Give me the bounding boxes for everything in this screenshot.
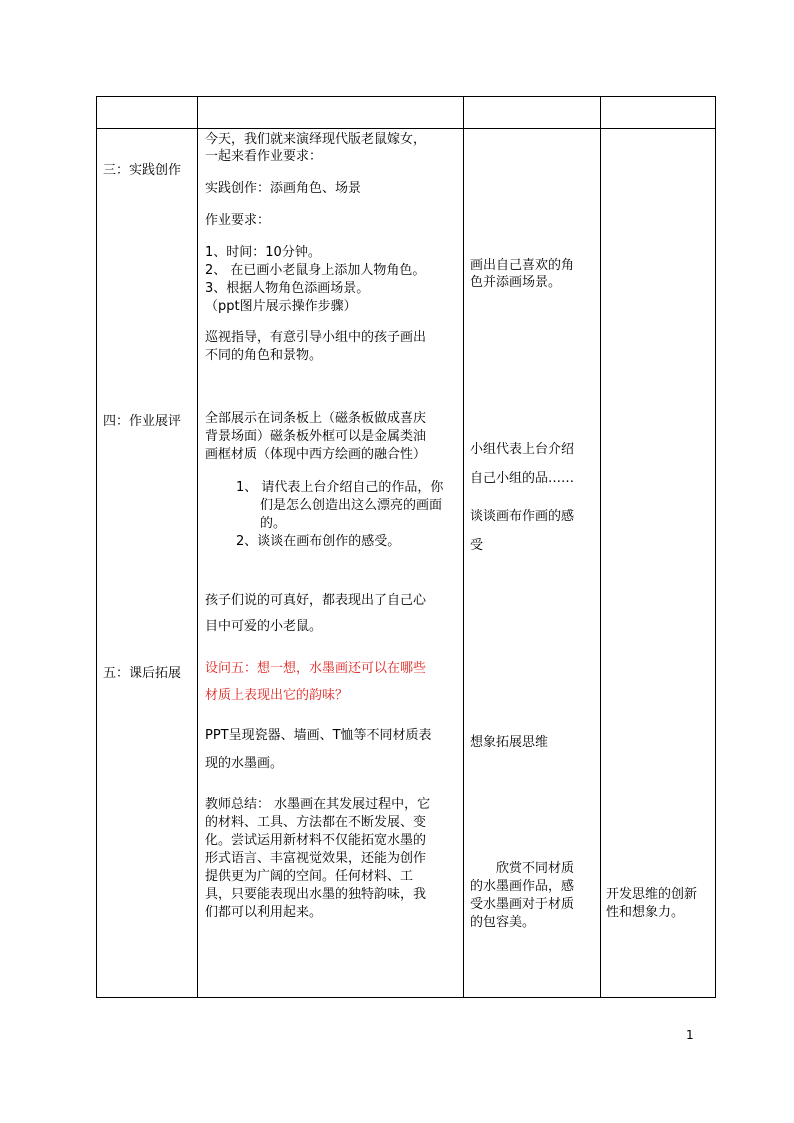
teacher-text: PPT呈现瓷器、墙画、T恤等不同材质表 <box>205 728 432 743</box>
student-text: 谈谈画布作画的感 <box>470 509 575 524</box>
teacher-text: （ppt图片展示操作步骤） <box>205 299 357 314</box>
intent-text: 开发思维的创新 <box>606 887 698 902</box>
student-text: 受水墨画对于材质 <box>470 897 575 912</box>
student-text: 小组代表上台介绍 <box>470 442 575 457</box>
teacher-text: 不同的角色和景物。 <box>205 348 323 363</box>
teacher-text: 2、 在已画小老鼠身上添加人物角色。 <box>205 263 426 278</box>
student-text: 色并添画场景。 <box>470 275 562 290</box>
question-five: 材质上表现出它的韵味？ <box>205 688 349 703</box>
row-label-review: 四：作业展评 <box>103 414 182 429</box>
student-text: 欣赏不同材质 <box>496 861 575 876</box>
teacher-text: 们是怎么创造出这么漂亮的画面 <box>260 498 443 513</box>
teacher-text: 巡视指导，有意引导小组中的孩子画出 <box>205 330 427 345</box>
teacher-summary: 提供更为广阔的空间。任何材料、工 <box>205 869 414 884</box>
teacher-summary: 的材料、工具、方法都在不断发展、变 <box>205 815 427 830</box>
teacher-text: 作业要求： <box>205 213 271 228</box>
teacher-text: 2、谈谈在画布创作的感受。 <box>236 534 401 549</box>
student-text: 想象拓展思维 <box>470 735 549 750</box>
teacher-text: 实践创作：添画角色、场景 <box>205 181 362 196</box>
teacher-text: 今天，我们就来演绎现代版老鼠嫁女， <box>205 132 427 147</box>
intent-text: 性和想象力。 <box>606 905 685 920</box>
teacher-text: 全部展示在词条板上（磁条板做成喜庆 <box>205 411 427 426</box>
teacher-text: 一起来看作业要求： <box>205 149 323 164</box>
teacher-summary: 形式语言、丰富视觉效果，还能为创作 <box>205 851 427 866</box>
teacher-text: 现的水墨画。 <box>205 756 284 771</box>
student-text: 的水墨画作品，感 <box>470 879 575 894</box>
question-five: 设问五：想一想，水墨画还可以在哪些 <box>205 661 427 676</box>
teacher-summary: 们都可以利用起来。 <box>205 905 323 920</box>
teacher-summary: 化。尝试运用新材料不仅能拓宽水墨的 <box>205 833 427 848</box>
row-label-practice: 三：实践创作 <box>103 163 182 178</box>
teacher-text: 孩子们说的可真好，都表现出了自己心 <box>205 593 427 608</box>
student-text: 的包容美。 <box>470 915 536 930</box>
teacher-text: 画框材质（体现中西方绘画的融合性） <box>205 447 427 462</box>
teacher-text: 3、根据人物角色添画场景。 <box>205 281 370 296</box>
teacher-text: 目中可爱的小老鼠。 <box>205 619 323 634</box>
page-number: 1 <box>686 1028 694 1042</box>
teacher-text: 背景场面）磁条板外框可以是金属类油 <box>205 429 427 444</box>
teacher-text: 的。 <box>260 516 287 531</box>
student-text: 自己小组的品…… <box>470 471 575 486</box>
student-text: 受 <box>470 538 484 553</box>
teacher-summary: 教师总结： 水墨画在其发展过程中，它 <box>205 797 431 812</box>
teacher-summary: 具，只要能表现出水墨的独特韵味，我 <box>205 887 427 902</box>
teacher-text: 1、 请代表上台介绍自己的作品，你 <box>236 480 444 495</box>
teacher-text: 1、时间：10分钟。 <box>205 245 321 260</box>
row-label-extension: 五：课后拓展 <box>103 666 182 681</box>
student-text: 画出自己喜欢的角 <box>470 258 575 273</box>
